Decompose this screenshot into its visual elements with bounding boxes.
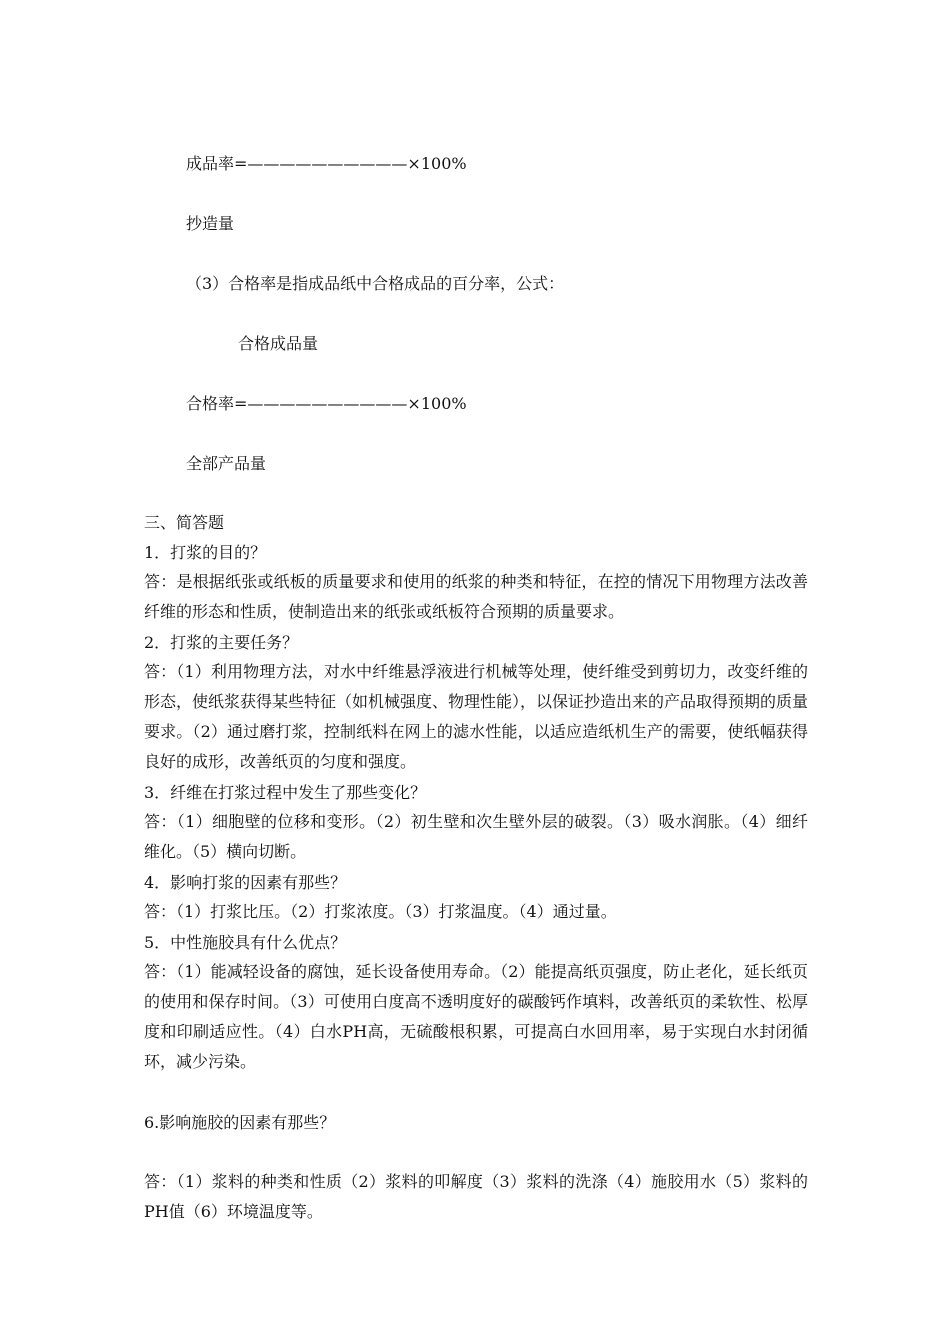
question-2: 2．打浆的主要任务？ [144, 633, 299, 652]
answer-6: 答：（1）浆料的种类和性质（2）浆料的叩解度（3）浆料的洗涤（4）施胶用水（5）浆料的PH值（6）环境温度等。 [144, 1172, 808, 1221]
question-6: 6.影响施胶的因素有那些？ [144, 1113, 336, 1132]
multiplier: ×100% [407, 394, 467, 413]
question-5: 5．中性施胶具有什么优点？ [144, 933, 347, 952]
question-3: 3．纤维在打浆过程中发生了那些变化？ [144, 783, 427, 802]
answer-5: 答：（1）能减轻设备的腐蚀，延长设备使用寿命。（2）能提高纸页强度，防止老化，延长纸页的使用和保存时间。（3）可使用白度高不透明度好的碳酸钙作填料，改善纸页的柔软性、松厚度和印刷适应性。（4）白水PH高，无硫酸根积累，可提高白水回用率，易于实现白水封闭循环，减少污染。 [144, 962, 808, 1071]
yield-label: 成品率= [186, 154, 248, 173]
pass-rate-intro: （3）合格率是指成品纸中合格成品的百分率，公式： [186, 274, 565, 293]
answer-1: 答：是根据纸张或纸板的质量要求和使用的纸浆的种类和特征，在控的情况下用物理方法改善纤维的形态和性质，使制造出来的纸张或纸板符合预期的质量要求。 [144, 572, 808, 621]
yield-formula [186, 153, 467, 175]
answer-3: 答：（1）细胞壁的位移和变形。（2）初生壁和次生壁外层的破裂。（3）吸水润胀。（4）细纤维化。（5）横向切断。 [144, 812, 808, 861]
pass-denominator: 全部产品量 [186, 454, 267, 473]
answer-2: 答：（1）利用物理方法，对水中纤维悬浮液进行机械等处理，使纤维受到剪切力，改变纤维的形态，使纸浆获得某些特征（如机械强度、物理性能），以保证抄造出来的产品取得预期的质量要求。（2）通过磨打浆，控制纸料在网上的滤水性能，以适应造纸机生产的需要，使纸幅获得良好的成形，改善纸页的匀度和强度。 [144, 662, 809, 771]
yield-denominator: 抄造量 [186, 214, 235, 233]
fraction-bar: —————————— [247, 154, 408, 173]
question-1: 1．打浆的目的？ [144, 543, 267, 562]
answer-4: 答：（1）打浆比压。（2）打浆浓度。（3）打浆温度。（4）通过量。 [144, 902, 617, 921]
multiplier: ×100% [407, 154, 467, 173]
fraction-bar: —————————— [247, 394, 408, 413]
section-heading: 三、简答题 [144, 513, 225, 532]
question-4: 4．影响打浆的因素有那些？ [144, 873, 347, 892]
pass-label: 合格率= [186, 394, 248, 413]
pass-numerator: 合格成品量 [238, 334, 319, 353]
pass-rate-formula [186, 393, 467, 415]
